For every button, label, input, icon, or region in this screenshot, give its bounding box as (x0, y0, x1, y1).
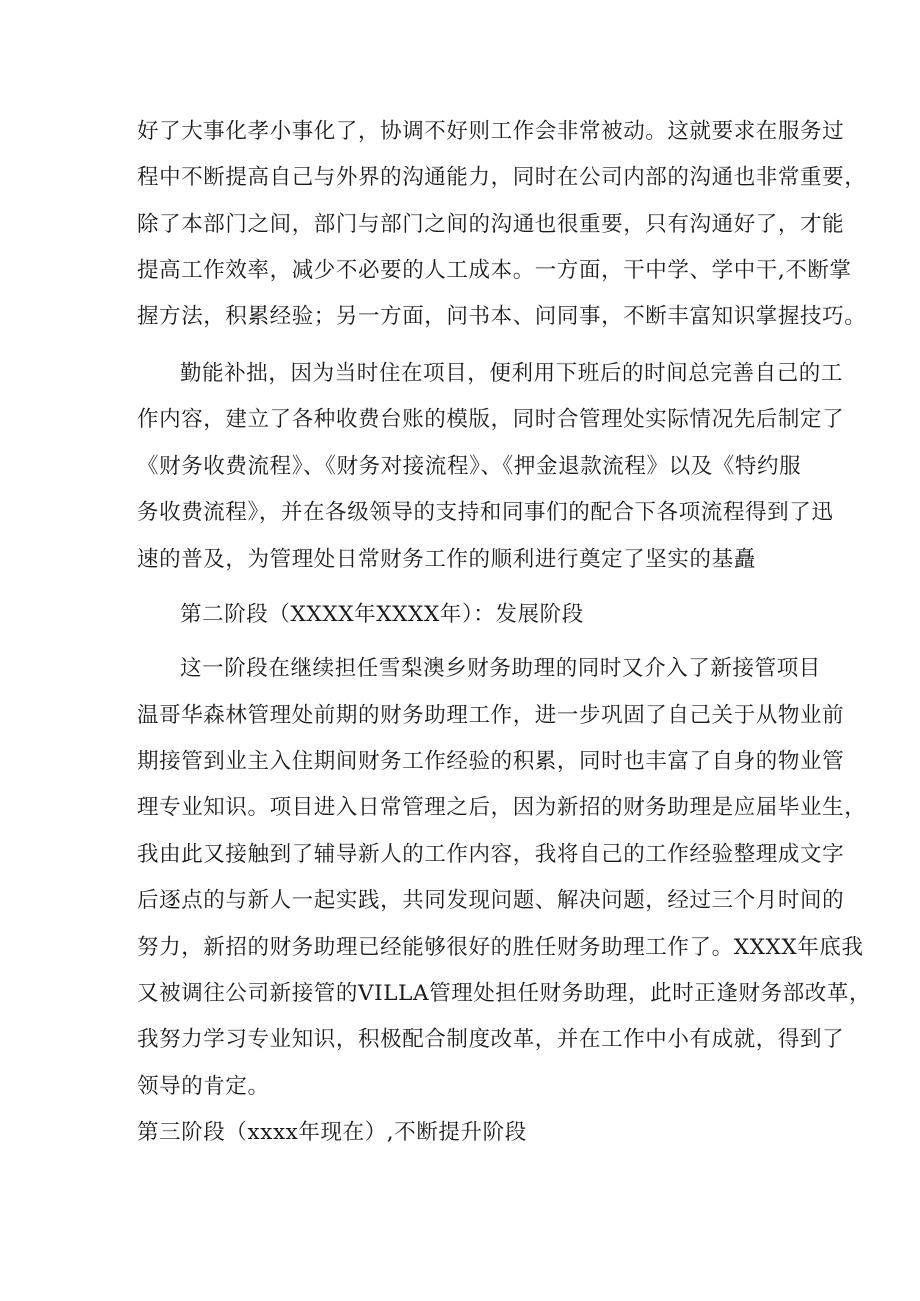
text-line: 除了本部门之间，部门与部门之间的沟通也很重要，只有沟通好了，才能 (137, 212, 845, 237)
paragraph-start-line: 勤能补拙，因为当时住在项目，便利用下班后的时间总完善自己的工 (180, 361, 844, 386)
text-line: 我由此又接触到了辅导新人的工作内容，我将自己的工作经验整理成文字 (137, 842, 845, 867)
text-line: 速的普及，为管理处日常财务工作的顺利进行奠定了坚实的基矗 (137, 547, 756, 572)
text-line: 温哥华森林管理处前期的财务助理工作，进一步巩固了自己关于从物业前 (137, 703, 845, 728)
text-line: 务收费流程》，并在各级领导的支持和同事们的配合下各项流程得到了迅 (137, 500, 834, 525)
text-line: 期接管到业主入住期间财务工作经验的积累，同时也丰富了自身的物业管 (137, 749, 845, 774)
paragraph-start-line: 这一阶段在继续担任雪梨澳乡财务助理的同时又介入了新接管项目 (180, 656, 821, 681)
text-line: 我努力学习专业知识，积极配合制度改革，并在工作中小有成就，得到了 (137, 1027, 845, 1052)
text-line: 好了大事化孝小事化了，协调不好则工作会非常被动。这就要求在服务过 (137, 119, 845, 144)
text-line: 后逐点的与新人一起实践，共同发现问题、解决问题，经过三个月时间的 (137, 888, 845, 913)
text-line: 努力，新招的财务助理已经能够很好的胜任财务助理工作了。XXXX年底我 (137, 935, 864, 960)
text-line: 又被调往公司新接管的VILLA管理处担任财务助理，此时正逢财务部改革， (137, 981, 872, 1006)
text-line: 作内容，建立了各种收费台账的模版，同时合管理处实际情况先后制定了 (137, 407, 845, 432)
text-line: 理专业知识。项目进入日常管理之后，因为新招的财务助理是应届毕业生， (137, 795, 867, 820)
section-heading-stage-two: 第二阶段（XXXX年XXXX年）：发展阶段 (180, 602, 584, 627)
text-line: 提高工作效率，减少不必要的人工成本。一方面，干中学、学中干,不断掌 (137, 258, 852, 283)
text-line: 第三阶段（xxxx年现在）,不断提升阶段 (137, 1120, 527, 1145)
text-line: 程中不断提高自己与外界的沟通能力，同时在公司内部的沟通也非常重要， (137, 165, 867, 190)
text-line: 握方法，积累经验；另一方面，问书本、问同事，不断丰富知识掌握技巧。 (137, 304, 867, 329)
text-line: 《财务收费流程》、《财务对接流程》、《押金退款流程》以及《特约服 (137, 454, 802, 479)
text-line: 领导的肯定。 (137, 1074, 270, 1099)
